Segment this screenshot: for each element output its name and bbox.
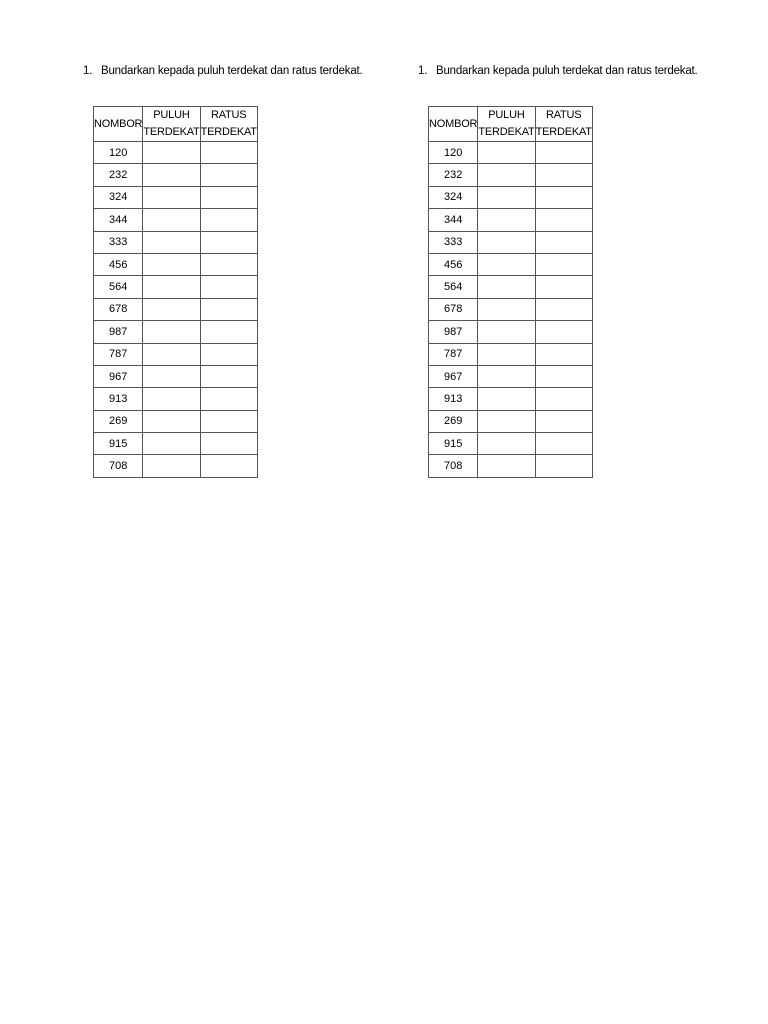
table-row bbox=[94, 455, 258, 477]
header-puluh-terdekat: PULUH TERDEKAT bbox=[143, 107, 200, 142]
ratus-answer-cell[interactable] bbox=[200, 253, 257, 275]
number-cell: 324 bbox=[429, 186, 478, 208]
table-row bbox=[429, 231, 593, 253]
puluh-answer-cell[interactable] bbox=[478, 186, 535, 208]
ratus-answer-cell[interactable] bbox=[200, 455, 257, 477]
number-cell: 232 bbox=[429, 164, 478, 186]
header-ratus-line2: TERDEKAT bbox=[535, 126, 592, 138]
ratus-answer-cell[interactable] bbox=[200, 209, 257, 231]
ratus-answer-cell[interactable] bbox=[535, 209, 592, 231]
number-cell: 333 bbox=[94, 231, 143, 253]
table-row bbox=[94, 164, 258, 186]
table-row bbox=[429, 321, 593, 343]
table-row bbox=[429, 455, 593, 477]
table-row bbox=[429, 142, 593, 164]
instruction-text: Bundarkan kepada puluh terdekat dan ratus terdekat. bbox=[436, 65, 698, 77]
number-cell: 324 bbox=[94, 186, 143, 208]
rounding-table bbox=[93, 106, 258, 478]
puluh-answer-cell[interactable] bbox=[478, 365, 535, 387]
table-header-row bbox=[94, 107, 258, 142]
number-cell: 333 bbox=[429, 231, 478, 253]
rounding-table bbox=[428, 106, 593, 478]
puluh-answer-cell[interactable] bbox=[143, 231, 200, 253]
ratus-answer-cell[interactable] bbox=[535, 164, 592, 186]
number-cell: 456 bbox=[94, 253, 143, 275]
ratus-answer-cell[interactable] bbox=[535, 142, 592, 164]
puluh-answer-cell[interactable] bbox=[143, 365, 200, 387]
puluh-answer-cell[interactable] bbox=[143, 142, 200, 164]
number-cell: 913 bbox=[429, 388, 478, 410]
number-cell: 120 bbox=[429, 142, 478, 164]
header-ratus-line2: TERDEKAT bbox=[200, 126, 257, 138]
header-nombor: NOMBOR bbox=[429, 107, 478, 142]
table-row bbox=[94, 343, 258, 365]
number-cell: 967 bbox=[94, 365, 143, 387]
puluh-answer-cell[interactable] bbox=[143, 388, 200, 410]
ratus-answer-cell[interactable] bbox=[200, 433, 257, 455]
table-row bbox=[429, 433, 593, 455]
ratus-answer-cell[interactable] bbox=[200, 343, 257, 365]
instruction-text: Bundarkan kepada puluh terdekat dan ratus terdekat. bbox=[101, 65, 363, 77]
table-row bbox=[94, 298, 258, 320]
number-cell: 915 bbox=[429, 433, 478, 455]
table-row bbox=[429, 164, 593, 186]
number-cell: 564 bbox=[94, 276, 143, 298]
table-header-row bbox=[429, 107, 593, 142]
ratus-answer-cell[interactable] bbox=[535, 365, 592, 387]
header-ratus-terdekat bbox=[200, 107, 257, 142]
puluh-answer-cell[interactable] bbox=[143, 410, 200, 432]
header-ratus-line1: RATUS bbox=[210, 109, 247, 121]
puluh-answer-cell[interactable] bbox=[143, 455, 200, 477]
ratus-answer-cell[interactable] bbox=[535, 388, 592, 410]
instruction-number: 1. bbox=[418, 65, 428, 77]
table-row bbox=[94, 231, 258, 253]
puluh-answer-cell[interactable] bbox=[478, 455, 535, 477]
ratus-answer-cell[interactable] bbox=[535, 298, 592, 320]
ratus-answer-cell[interactable] bbox=[200, 298, 257, 320]
number-cell: 456 bbox=[429, 253, 478, 275]
table-row bbox=[429, 388, 593, 410]
number-cell: 708 bbox=[429, 455, 478, 477]
puluh-answer-cell[interactable] bbox=[143, 321, 200, 343]
ratus-answer-cell[interactable] bbox=[200, 388, 257, 410]
number-cell: 344 bbox=[94, 209, 143, 231]
ratus-answer-cell[interactable] bbox=[535, 410, 592, 432]
number-cell: 967 bbox=[429, 365, 478, 387]
puluh-answer-cell[interactable] bbox=[143, 186, 200, 208]
puluh-answer-cell[interactable] bbox=[478, 343, 535, 365]
number-cell: 915 bbox=[94, 433, 143, 455]
puluh-answer-cell[interactable] bbox=[478, 276, 535, 298]
instruction-number: 1. bbox=[83, 65, 93, 77]
ratus-answer-cell[interactable] bbox=[200, 410, 257, 432]
table-row bbox=[429, 343, 593, 365]
table-row bbox=[429, 276, 593, 298]
number-cell: 269 bbox=[94, 410, 143, 432]
number-cell: 913 bbox=[94, 388, 143, 410]
ratus-answer-cell[interactable] bbox=[535, 253, 592, 275]
table-row bbox=[94, 410, 258, 432]
ratus-answer-cell[interactable] bbox=[200, 186, 257, 208]
puluh-answer-cell[interactable] bbox=[478, 209, 535, 231]
puluh-answer-cell[interactable] bbox=[478, 253, 535, 275]
puluh-answer-cell[interactable] bbox=[143, 276, 200, 298]
number-cell: 708 bbox=[94, 455, 143, 477]
table-row bbox=[429, 253, 593, 275]
ratus-answer-cell[interactable] bbox=[200, 365, 257, 387]
number-cell: 344 bbox=[429, 209, 478, 231]
ratus-answer-cell[interactable] bbox=[535, 276, 592, 298]
number-cell: 678 bbox=[429, 298, 478, 320]
table-row bbox=[429, 209, 593, 231]
ratus-answer-cell[interactable] bbox=[200, 164, 257, 186]
table-row bbox=[429, 365, 593, 387]
puluh-answer-cell[interactable] bbox=[478, 231, 535, 253]
number-cell: 564 bbox=[429, 276, 478, 298]
puluh-answer-cell[interactable] bbox=[478, 321, 535, 343]
number-cell: 232 bbox=[94, 164, 143, 186]
puluh-answer-cell[interactable] bbox=[478, 142, 535, 164]
ratus-answer-cell[interactable] bbox=[200, 142, 257, 164]
ratus-answer-cell[interactable] bbox=[535, 321, 592, 343]
table-row bbox=[94, 276, 258, 298]
puluh-answer-cell[interactable] bbox=[143, 298, 200, 320]
instruction bbox=[83, 65, 363, 77]
header-nombor: NOMBOR bbox=[94, 107, 143, 142]
puluh-answer-cell[interactable] bbox=[478, 164, 535, 186]
ratus-answer-cell[interactable] bbox=[535, 231, 592, 253]
table-row bbox=[94, 142, 258, 164]
ratus-answer-cell[interactable] bbox=[535, 343, 592, 365]
table-row bbox=[94, 209, 258, 231]
table-row bbox=[94, 253, 258, 275]
header-puluh-terdekat: PULUH TERDEKAT bbox=[478, 107, 535, 142]
table-row bbox=[94, 321, 258, 343]
puluh-answer-cell[interactable] bbox=[143, 253, 200, 275]
ratus-answer-cell[interactable] bbox=[200, 231, 257, 253]
ratus-answer-cell[interactable] bbox=[535, 433, 592, 455]
number-cell: 678 bbox=[94, 298, 143, 320]
instruction bbox=[418, 65, 698, 77]
puluh-answer-cell[interactable] bbox=[478, 298, 535, 320]
puluh-answer-cell[interactable] bbox=[478, 410, 535, 432]
header-ratus-terdekat bbox=[535, 107, 592, 142]
number-cell: 787 bbox=[94, 343, 143, 365]
puluh-answer-cell[interactable] bbox=[143, 343, 200, 365]
table-row bbox=[94, 433, 258, 455]
number-cell: 120 bbox=[94, 142, 143, 164]
puluh-answer-cell[interactable] bbox=[143, 209, 200, 231]
number-cell: 787 bbox=[429, 343, 478, 365]
table-row bbox=[94, 388, 258, 410]
table-row bbox=[429, 410, 593, 432]
puluh-answer-cell[interactable] bbox=[143, 433, 200, 455]
number-cell: 269 bbox=[429, 410, 478, 432]
ratus-answer-cell[interactable] bbox=[535, 455, 592, 477]
ratus-answer-cell[interactable] bbox=[535, 186, 592, 208]
ratus-answer-cell[interactable] bbox=[200, 276, 257, 298]
puluh-answer-cell[interactable] bbox=[143, 164, 200, 186]
puluh-answer-cell[interactable] bbox=[478, 388, 535, 410]
number-cell: 987 bbox=[429, 321, 478, 343]
header-ratus-line1: RATUS bbox=[545, 109, 582, 121]
number-cell: 987 bbox=[94, 321, 143, 343]
table-row bbox=[429, 298, 593, 320]
ratus-answer-cell[interactable] bbox=[200, 321, 257, 343]
table-row bbox=[94, 186, 258, 208]
table-row bbox=[94, 365, 258, 387]
table-row bbox=[429, 186, 593, 208]
puluh-answer-cell[interactable] bbox=[478, 433, 535, 455]
